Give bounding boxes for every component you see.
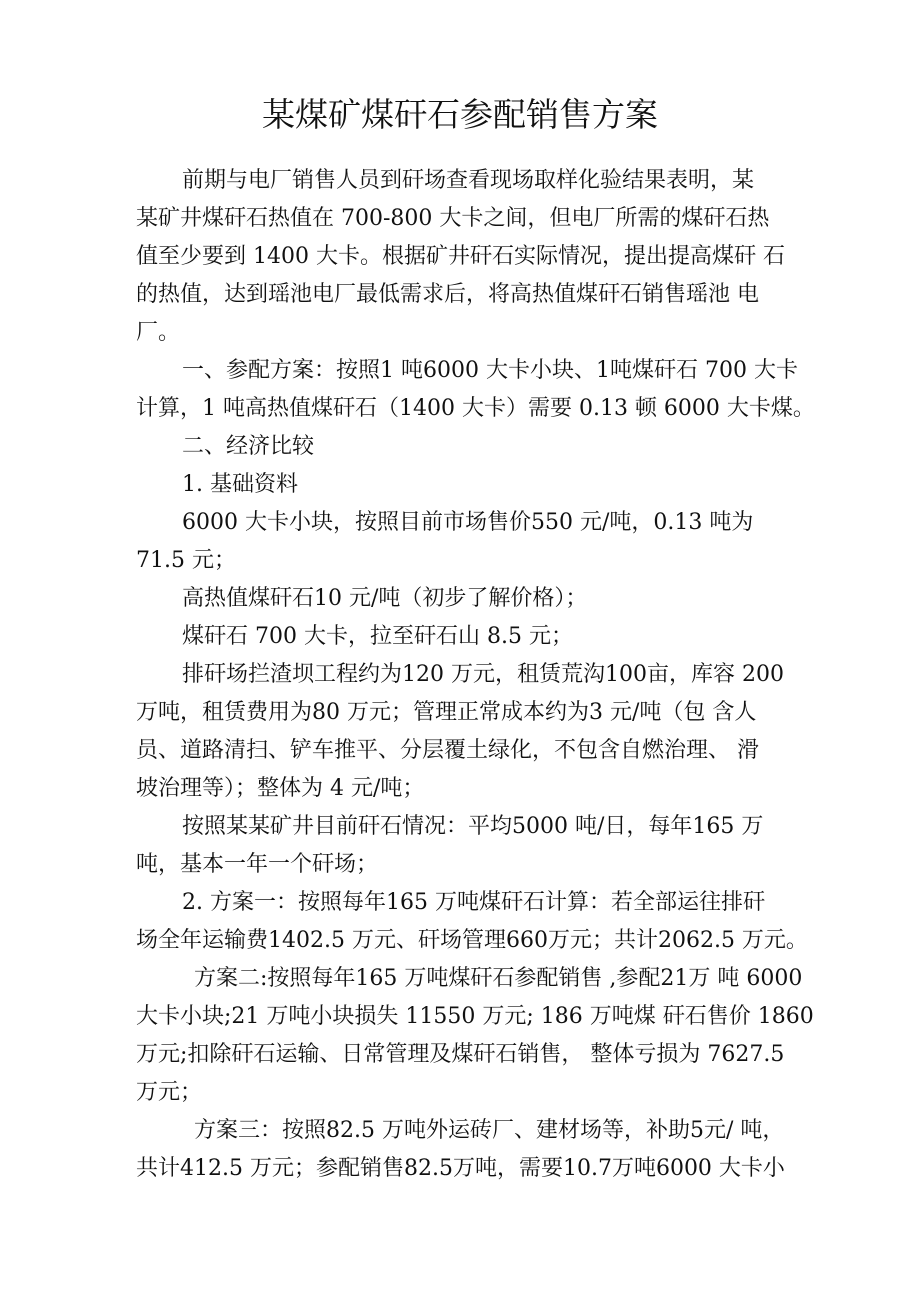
- paragraph-line: 员、道路清扫、铲车推平、分层覆土绿化，不包含自燃治理、 滑: [136, 738, 759, 763]
- plan-two-line: 方案二:按照每年165 万吨煤矸石参配销售 ,参配21万 吨 6000: [194, 966, 803, 991]
- plan-three-line: 方案三：按照82.5 万吨外运砖厂、建材场等，补助5元/ 吨，: [194, 1118, 785, 1143]
- plan-three-line: 共计412.5 万元；参配销售82.5万吨，需要10.7万吨6000 大卡小: [136, 1156, 785, 1181]
- paragraph-line: 71.5 元；: [136, 548, 236, 573]
- plan-two-line: 万元;扣除矸石运输、日常管理及煤矸石销售， 整体亏损为 7627.5: [136, 1042, 785, 1067]
- document-title: 某煤矿煤矸石参配销售方案: [262, 95, 658, 134]
- paragraph-line: 值至少要到 1400 大卡。根据矿井矸石实际情况，提出提高煤矸 石: [136, 244, 785, 269]
- plan-two-line: 大卡小块;21 万吨小块损失 11550 万元; 186 万吨煤 矸石售价 1860: [136, 1004, 814, 1029]
- paragraph-line: 按照某某矿井目前矸石情况：平均5000 吨/日，每年165 万: [182, 814, 764, 839]
- paragraph-line: 前期与电厂销售人员到矸场查看现场取样化验结果表明，某: [182, 168, 755, 193]
- paragraph-line: 厂。: [136, 320, 181, 345]
- paragraph-line: 万吨，租赁费用为80 万元；管理正常成本约为3 元/吨（包 含人: [136, 700, 757, 725]
- section-heading-economics: 二、经济比较: [182, 434, 315, 459]
- section-heading-plan: 一、参配方案：按照1 吨6000 大卡小块、1吨煤矸石 700 大卡: [182, 358, 798, 383]
- paragraph-line: 计算，1 吨高热值煤矸石（1400 大卡）需要 0.13 顿 6000 大卡煤。: [136, 396, 815, 421]
- paragraph-line: 吨，基本一年一个矸场；: [136, 852, 379, 877]
- paragraph-line: 的热值，达到瑶池电厂最低需求后，将高热值煤矸石销售瑶池 电: [136, 282, 759, 307]
- plan-one-line: 场全年运输费1402.5 万元、矸场管理660万元；共计2062.5 万元。: [136, 928, 808, 953]
- paragraph-line: 坡治理等）；整体为 4 元/吨；: [136, 776, 425, 801]
- paragraph-line: 高热值煤矸石10 元/吨（初步了解价格）；: [182, 586, 588, 611]
- plan-two-line: 万元；: [136, 1080, 203, 1105]
- plan-one-line: 2. 方案一：按照每年165 万吨煤矸石计算：若全部运往排矸: [182, 890, 765, 915]
- paragraph-line: 煤矸石 700 大卡，拉至矸石山 8.5 元；: [182, 624, 573, 649]
- subheading-basic-data: 1. 基础资料: [182, 472, 298, 497]
- paragraph-line: 排矸场拦渣坝工程约为120 万元，租赁荒沟100亩，库容 200: [182, 662, 784, 687]
- paragraph-line: 某矿井煤矸石热值在 700-800 大卡之间，但电厂所需的煤矸石热: [136, 206, 770, 231]
- paragraph-line: 6000 大卡小块，按照目前市场售价550 元/吨，0.13 吨为: [182, 510, 754, 535]
